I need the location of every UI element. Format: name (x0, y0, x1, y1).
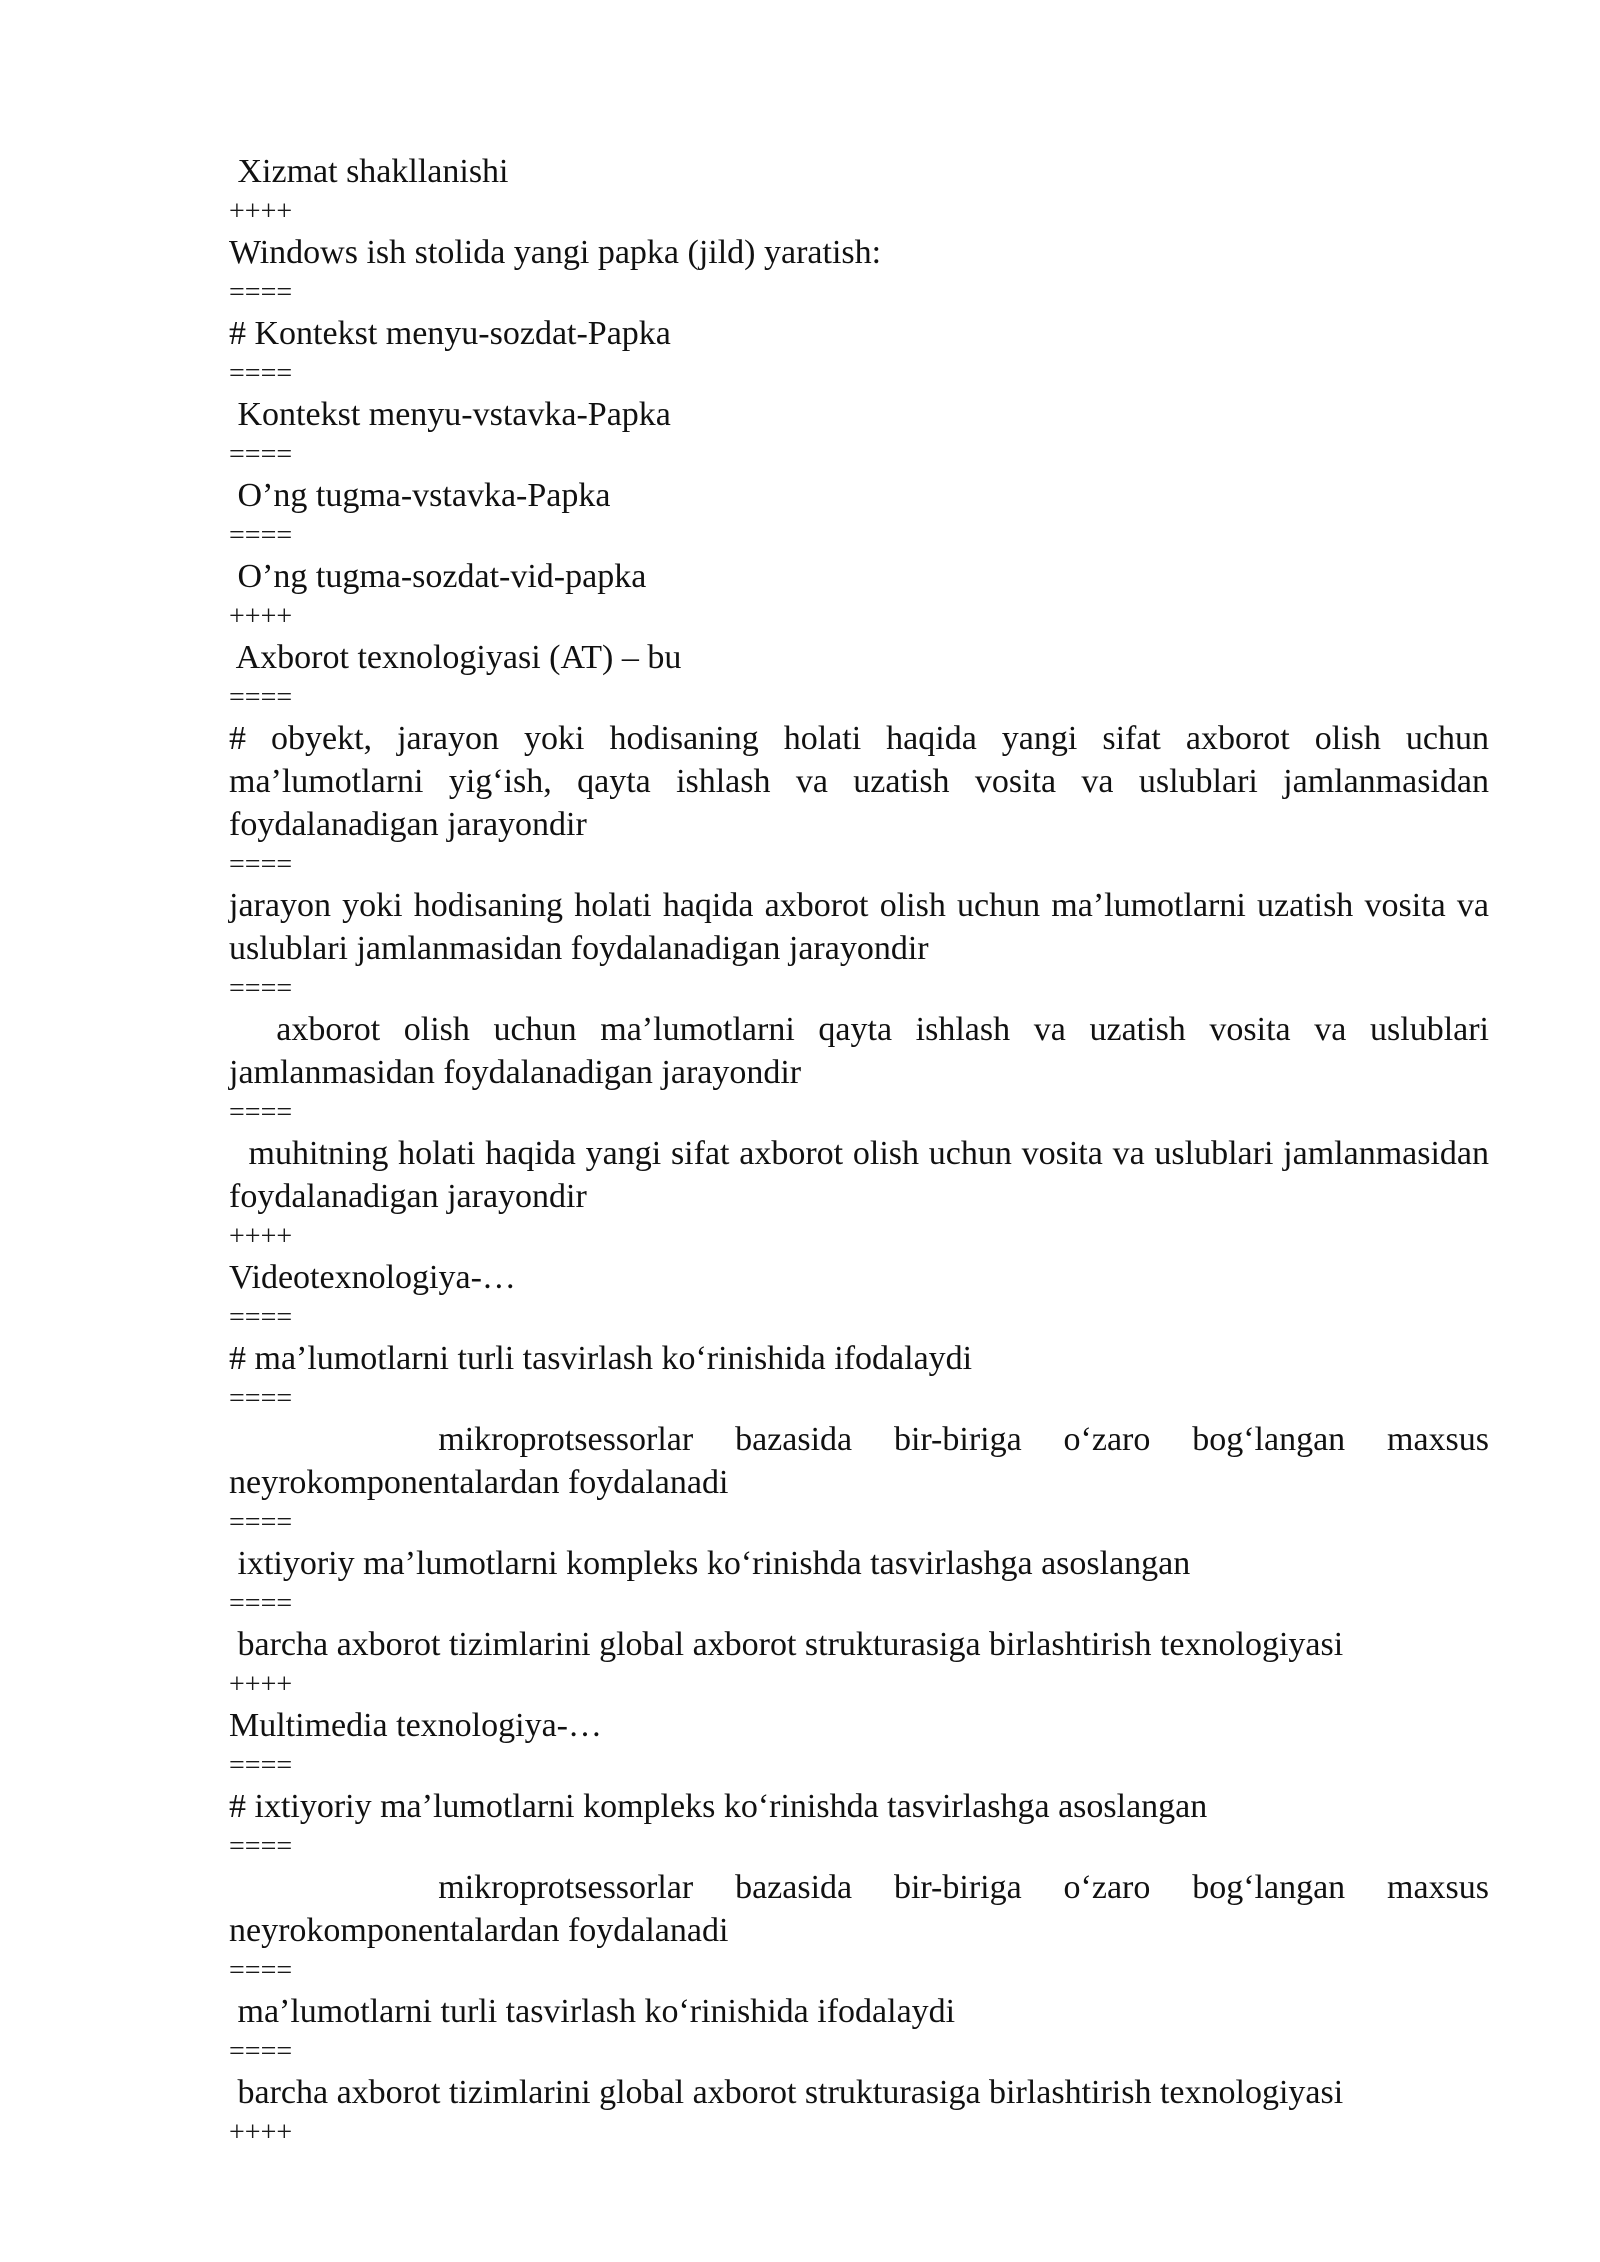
answer-option: ixtiyoriy ma’lumotlarni kompleks ko‘rinishda tasvirlashga asoslangan (229, 1545, 1191, 1582)
document-page (229, 150, 1498, 2152)
question-separator: ++++ (229, 1669, 293, 1700)
answer-separator: ==== (229, 1097, 293, 1128)
question-text: Axborot texnologiyasi (AT) – bu (229, 639, 682, 676)
answer-separator: ==== (229, 1750, 293, 1781)
answer-separator: ==== (229, 849, 293, 880)
answer-option: O’ng tugma-vstavka-Papka (229, 477, 611, 514)
answer-option: jarayon yoki hodisaning holati haqida axborot olish uchun ma’lumotlarni uzatish vosita va uslublari jamlanmasidan foydalanadigan jarayondir (229, 887, 1498, 967)
question-text: Videotexnologiya-… (229, 1259, 516, 1296)
answer-separator: ==== (229, 1383, 293, 1414)
answer-option: # ixtiyoriy ma’lumotlarni kompleks ko‘rinishda tasvirlashga asoslangan (229, 1788, 1208, 1825)
answer-separator: ==== (229, 1588, 293, 1619)
answer-option: barcha axborot tizimlarini global axborot strukturasiga birlashtirish texnologiyasi (229, 2074, 1344, 2111)
answer-separator: ==== (229, 1302, 293, 1333)
answer-separator: ==== (229, 358, 293, 389)
answer-separator: ==== (229, 1955, 293, 1986)
answer-option: barcha axborot tizimlarini global axborot strukturasiga birlashtirish texnologiyasi (229, 1626, 1344, 1663)
question-title: Xizmat shakllanishi (229, 153, 509, 190)
answer-option: # ma’lumotlarni turli tasvirlash ko‘rinishida ifodalaydi (229, 1340, 973, 1377)
answer-separator: ==== (229, 2036, 293, 2067)
question-separator: ++++ (229, 196, 293, 227)
question-text: Windows ish stolida yangi papka (jild) yaratish: (229, 234, 882, 271)
question-separator: ++++ (229, 1221, 293, 1252)
answer-separator: ==== (229, 682, 293, 713)
answer-option: ma’lumotlarni turli tasvirlash ko‘rinishida ifodalaydi (229, 1993, 956, 2030)
question-text: Multimedia texnologiya-… (229, 1707, 602, 1744)
answer-separator: ==== (229, 439, 293, 470)
answer-separator: ==== (229, 1507, 293, 1538)
answer-option: axborot olish uchun ma’lumotlarni qayta ishlash va uzatish vosita va uslublari jamlanmasidan foydalanadigan jarayondir (229, 1011, 1498, 1091)
answer-separator: ==== (229, 277, 293, 308)
answer-separator: ==== (229, 520, 293, 551)
answer-option: # Kontekst menyu-sozdat-Papka (229, 315, 671, 352)
answer-separator: ==== (229, 973, 293, 1004)
answer-option: O’ng tugma-sozdat-vid-papka (229, 558, 647, 595)
question-separator: ++++ (229, 2117, 293, 2148)
answer-option: mikroprotsessorlar bazasida bir-biriga o‘zaro bog‘langan maxsus neyrokomponentalardan foydalanadi (229, 1869, 1498, 1949)
answer-option: Kontekst menyu-vstavka-Papka (229, 396, 671, 433)
answer-option: muhitning holati haqida yangi sifat axborot olish uchun vosita va uslublari jamlanmasidan foydalanadigan jarayondir (229, 1135, 1498, 1215)
answer-separator: ==== (229, 1831, 293, 1862)
question-separator: ++++ (229, 601, 293, 632)
answer-option: mikroprotsessorlar bazasida bir-biriga o‘zaro bog‘langan maxsus neyrokomponentalardan foydalanadi (229, 1421, 1498, 1501)
answer-option: # obyekt, jarayon yoki hodisaning holati haqida yangi sifat axborot olish uchun ma’lumotlarni yig‘ish, qayta ishlash va uzatish vosita va uslublari jamlanmasidan foydalanadigan jarayondir (229, 720, 1498, 843)
